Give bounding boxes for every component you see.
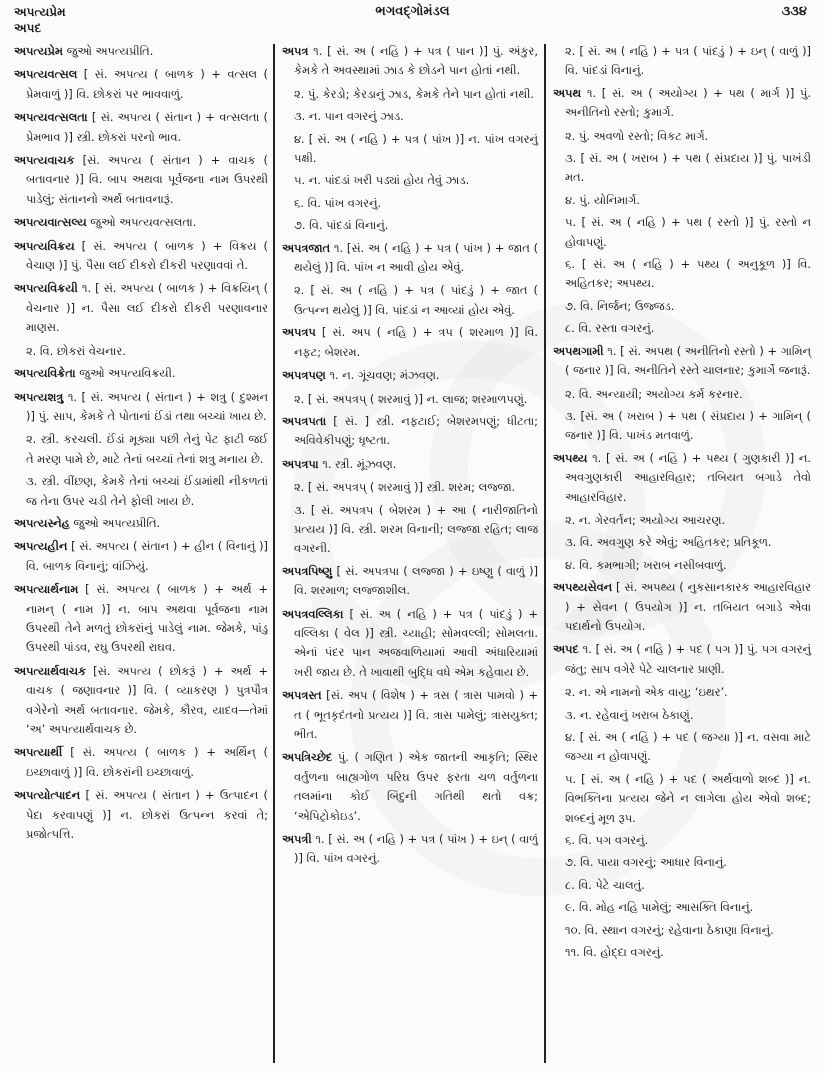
dictionary-entry [282,605,538,683]
dictionary-title: ભગવદ્ગોમંડલ [375,4,450,19]
headword: અપત્યાર્થવાચક [14,663,87,678]
sense-definition: ૨. સ્ત્રી. કરચલી. ઈંડાં મૂક્યા પછી તેનું પેટ ફાટી જઈ તે મરણ પામે છે, માટે તેનાં બચ્ચાં તેનાં શત્રુ મનાય છે. [26,432,268,466]
headword: અપત્યાર્થી [14,745,63,760]
sense-definition: ૮. વિ. રસ્તા વગરનું. [565,321,655,336]
dictionary-entry [282,239,538,278]
definition-text: ૧. [ સં. અપત્ય ( બાળક ) + વિક્રયિન્ ( વેચનાર )] ન. પૈસા લઈ દીકરો દીકરી પરણાવનાર માણસ. [26,281,269,335]
dictionary-entry [14,514,268,533]
headword: અપત્રસ્ત [282,688,322,703]
sense-definition: ૩. [સં. અ ( ખરાબ ) + પથ ( સંપ્રદાય ) + ગામિન્ ( જનાર )] વિ. પાખંડ મતવાળું. [565,408,811,443]
dictionary-entry [282,562,538,601]
dictionary-entry [553,84,811,123]
headword: અપત્યહીન [14,539,68,554]
definition-text: ૧. [સં. અ ( નહિ ) + પત્ર ( પાંખ ) + જાત ( થયેલું )] વિ. પાંખ ન આવી હોય એવું. [294,240,539,275]
headword: અપત્રપિષ્ણુ [282,563,333,578]
sense-definition: ૫. [ સં. અ ( નહિ ) + પથ ( રસ્તો )] પું. રસ્તો ન હોવાપણું. [565,215,811,249]
dictionary-entry [14,743,268,782]
sense-definition: ૩. સ્ત્રી. વીંછણ, કેમકે તેનાં બચ્ચાં ઈંડામાંથી નીકળતાં જ તેના ઉપર ચડી તેને ફોલી ખાય છે. [26,474,268,508]
dictionary-entry [282,686,538,744]
dictionary-entry [14,786,268,844]
page-header [0,0,825,40]
definition-text: ૧. [ સં. અ ( નહિ ) + પત્ર ( પાંખ ) + ઇન્ ( વાળું )] વિ. પાંખ વગરનું. [294,832,538,866]
dictionary-entry [14,580,268,658]
headword: અપત્ર [282,44,309,58]
dictionary-entry [14,213,268,232]
headword: અપત્રપતા [282,413,327,428]
dictionary-entry [282,830,538,869]
column-2 [282,42,538,1073]
headword: અપદ [553,642,579,657]
headword: અપત્યવત્સલ [14,67,78,82]
sense-definition: ૪. [ સં. અ ( નહિ ) + પદ ( જગ્યા )] ન. વસવા માટે જગ્યા ન હોવાપણું. [565,730,811,764]
definition-text: ૧. [ સં. અપથ ( અનીતિનો રસ્તો ) + ગામિન્ ( જનાર )] વિ. અનીતિને રસ્તે ચાલનાર; કુમાર્ગે જનારૂં. [565,343,811,378]
sense-definition: ૮. વિ. પેટે ચાલતું. [565,877,645,892]
dictionary-entry [14,537,268,576]
definition-text: [ સં. અપત્ય ( બાળક ) + અર્થ + નામન્ ( નામ )] ન. બાપ અથવા પૂર્વજના નામ ઉપરથી તેને મળતું છોકરાંનું પાડેલું નામ. જેમકે, પાંડુ ઉપરથી પાંડવ, રઘુ ઉપરથી રાઘવ. [26,582,268,655]
definition-text: [ સં. અપત્ય ( સંતાન ) + વત્સલતા ( પ્રેમભાવ )] સ્ત્રી. છોકરાં પરનો ભાવ. [26,110,269,144]
definition-text: [ સં. અપત્ય ( સંતાન ) + હીન ( વિનાનું )] વિ. બાળક વિનાનું; વાંઝિયું. [26,539,268,573]
headword: અપત્યવાત્સલ્ય [14,215,87,230]
sense-definition: ૨. પું. અવળો રસ્તો; વિકટ માર્ગ. [565,128,709,143]
sense-definition: ૬. વિ. પગ વગરનું. [565,833,649,848]
headword: અપત્યવિક્રય [14,238,75,253]
sense-definition: ૧૧. વિ. હોદ્દા વગરનું. [565,945,664,960]
dictionary-entry [14,237,268,276]
headword: અપત્રપા [282,456,319,471]
sense-definition: ૭. વિ. પાયા વગરનું; આધાર વિનાનું. [565,855,727,870]
dictionary-entry [282,42,538,81]
headword: અપત્રજાત [282,240,331,255]
definition-text: [ સં. અપથ્ય ( નુકસાનકારક આહારવિહાર ) + સેવન ( ઉપયોગ )] ન. તબિયત બગાડે એવા પદાર્થનો ઉપયોગ. [565,580,811,633]
column-3 [553,42,811,1073]
headword: અપત્યવિક્રયી [14,281,78,296]
definition-text: [સં. અપત્ય ( સંતાન ) + વાચક ( બતાવનાર )] વિ. બાપ અથવા પૂર્વજના નામ ઉપરથી પાડેલું; સંતાનનો અર્થ બતાવનારૂં. [26,153,269,206]
sense-definition: ૨. [ સં. અ ( નહિ ) + પત્ર ( પાંદડું ) + ઇન્ ( વાળું )] વિ. પાંદડાં વિનાનું. [565,44,811,78]
definition-text: જુઓ અપત્યપ્રીતિ. [73,515,161,530]
definition-text: ૧. ન. ગૂંચવણ; મંઝવણ. [329,368,440,383]
sense-definition: ૨. [ સં. અપત્રપ્ ( શરમાવું )] સ્ત્રી. શરમ; લજ્જા. [294,480,516,495]
dictionary-entry [282,748,538,826]
dictionary-entry [553,449,811,507]
sense-definition: ૪. પું. યોનિમાર્ગ. [565,192,640,207]
definition-text: [ સં. અપત્ય ( બાળક ) + અર્થિન્ ( ઇચ્છાવાળું )] વિ. છોકરાંની ઇચ્છાવાળું. [26,745,269,779]
headword: અપત્યવિક્રેતા [14,366,76,381]
sense-definition: ૨. ન. ગેરવર્તન; અયોગ્ય આચરણ. [565,512,726,527]
definition-text: જુઓ અપત્યવિક્રયી. [79,366,176,381]
sense-definition: ૩. ન. રહેવાનું ખરાબ ઠેકાણું. [565,707,694,722]
headword: અપત્રવલ્લિકા [282,606,344,621]
definition-text: [ સં. અપ ( નહિ ) + ત્રપ ( શરમાળ )] વિ. નફટ; બેશરમ. [294,325,539,359]
headword: અપથ્યસેવન [553,580,613,595]
dictionary-entry [14,388,268,427]
headword: અપત્યસ્નેહ [14,515,70,530]
sense-definition: ૯. વિ. મોહ નહિ પામેલું; આસક્તિ વિનાનું. [565,900,754,915]
definition-text: ૧. [ સં. અપત્ય ( સંતાન ) + શત્રુ ( દુશ્મન )] પું. સાપ, કેમકે તે પોતાનાં ઈંડાં તથા બચ્ચાં ખાય છે. [26,389,268,423]
sense-definition: ૫. [ સં. અ ( નહિ ) + પદ ( અર્થવાળો શબ્દ )] ન. વિભક્તિના પ્રત્યય જેને ન લાગેલા હોય એવો શબ્દ; શબ્દનું મૂળ રૂપ. [565,771,811,825]
sense-definition: ૭. વિ. પાંદડાં વિનાનું. [294,218,389,233]
definition-text: [ સં. અ ( નહિ ) + પત્ર ( પાંદડું ) + વલ્લિકા ( વેલ )] સ્ત્રી. ચ્યાહી; સોમવલ્લી; સોમલતા. એનાં પંદર પાન અજવાળિયામાં આવી અંધારિયામાં ખરી જાય છે. તે ખાવાથી બુદ્ધિ વધે એમ કહેવાય છે. [294,606,538,679]
dictionary-entry [282,455,538,474]
dictionary-entry [282,366,538,385]
sense-definition: ૩. [ સં. અ ( ખરાબ ) + પથ ( સંપ્રદાય )] પું. પાખંડી મત. [565,151,811,185]
headword: અપત્યોત્પાદન [14,788,81,803]
dictionary-entry [14,364,268,383]
guide-word-last: અપદ [14,21,42,35]
headword: અપથ [553,85,582,100]
page-number: ૩૩૪ [781,4,807,19]
definition-text: [ સં. ] સ્ત્રી. નફટાઈ; બેશરમપણું; ધીટતા; અવિવેકીપણું; ધૃષ્ટતા. [294,413,538,448]
headword: અપત્યવાચક [14,153,75,168]
dictionary-entry [14,279,268,337]
headword: અપથગામી [553,343,604,358]
sense-definition: ૪. વિ. કમભાગી; ખરાબ નસીબવાળું. [565,557,727,572]
sense-definition: ૨. [ સં. અ ( નહિ ) + પત્ર ( પાંદડું ) + જાત ( ઉત્પન્ન થયેલું )] વિ. પાંદડાં ન આવ્યાં હોય એવું. [294,283,538,317]
definition-text: [ સં. અપત્ય ( બાળક ) + વિક્રય ( વેચાણ )] પું. પૈસા લઈ દીકરો દીકરી પરણાવવાં તે. [26,238,269,273]
dictionary-entry [14,151,268,209]
sense-definition: ૩. વિ. અવગુણ કરે એવું; અહિતકર; પ્રતિકૂળ. [565,535,772,550]
definition-text: [સં. અપત્ય ( છોકરૂં ) + અર્થ + વાચક ( જણાવનાર )] વિ. ( વ્યાકરણ ) પુત્રપૌત્ર વગેરેનો અર્થ બતાવનાર. જેમકે, કૌરવ, યાદવ—તેમાં ‘અ’ અપત્યાર્થવાચક છે. [26,663,269,736]
dictionary-entry [553,578,811,636]
definition-text: પું. ( ગણિત ) એક જાતની આકૃતિ; સ્થિર વર્તુળના બાહ્યગોળ પરિઘ ઉપર ફરતા ચળ વર્તુળના તલમાંના કોઈ બિંદુની ગતિથી થતો વક્ર; ‘એપિટ્રોકોઇડ’. [294,750,539,823]
dictionary-entry [553,640,811,679]
headword: અપત્યશત્રુ [14,389,64,404]
definition-text: ૧. સ્ત્રી. મૂંઝવણ. [322,456,397,471]
headword: અપત્યવત્સલતા [14,110,88,125]
headword: અપથ્ય [553,450,588,465]
headword: અપત્યપ્રેમ [14,44,63,58]
definition-text: જુઓ અપત્યવત્સલતા. [90,215,197,230]
dictionary-entry [282,323,538,362]
headword: અપત્રપણ [282,368,326,383]
sense-definition: ૧૦. વિ. સ્થાન વગરનું; રહેવાના ઠેકાણા વિનાનું. [565,922,774,937]
dictionary-entry [14,108,268,147]
headword: અપત્રપ [282,325,316,340]
column-divider [544,44,546,1063]
definition-text: ૧. [ સં. અ ( નહિ ) + પથ્ય ( ગુણકારી )] ન. અવગુણકારી આહારવિહાર; તબિયત બગાડે તેવો આહારવિહાર. [565,450,812,504]
definition-text: [ સં. અપત્રપા ( લજ્જા ) + ઇષ્ણુ ( વાળું )] વિ. શરમાળ; લજ્જાશીલ. [294,563,539,598]
sense-definition: ૬. વિ. પાંખ વગરનું. [294,195,382,210]
guide-word-first: અપત્યપ્રેમ [14,5,66,19]
sense-definition: ૨. [ સં. અપત્રપ્ ( શરમાવું )] ન. લાજ; શરમાળપણું. [294,391,528,406]
dictionary-entry [14,65,268,104]
definition-text: [સં. અપ ( વિશેષ ) + ત્રસ ( ત્રાસ પામવો ) + ત ( ભૂતકૃદંતનો પ્રત્યય )] વિ. ત્રાસ પામેલું; ત્રાસયુક્ત; ભીત. [294,688,539,741]
headword: અપત્યાર્થનામ [14,582,79,597]
sense-definition: ૩. ન. પાન વગરનું ઝાડ. [294,109,404,124]
definition-text: ૧. [ સં. અ ( નહિ ) + પત્ર ( પાન )] પું. અંકુર, કેમકે તે અવસ્થામાં ઝાડ કે છોડને પાન હોતાં નથી. [294,44,538,78]
definition-text: ૧. [ સં. અ ( નહિ ) + પદ ( પગ )] પું. પગ વગરનું જંતુ; સાપ વગેરે પેટે ચાલનાર પ્રાણી. [565,642,811,676]
sense-definition: ૬. [ સં. અ ( નહિ ) + પથ્ય ( અનુકૂળ )] વિ. અહિતકર; અપથ્ય. [565,257,811,291]
dictionary-entry [282,412,538,451]
sense-definition: ૨. વિ. અન્યાયી; અયોગ્ય કર્મ કરનાર. [565,386,743,401]
sense-definition: ૨. વિ. છોકરાં વેચનાર. [26,343,126,358]
column-divider [273,44,275,1063]
sense-definition: ૭. વિ. નિર્જન; ઉજ્જડ. [565,298,675,313]
definition-text: [ સં. અપત્ય ( સંતાન ) + ઉત્પાદન ( પેદા કરવાપણું )] ન. છોકરાં ઉત્પન્ન કરવાં તે; પ્રજોત્પત્તિ. [26,788,268,842]
sense-definition: ૨. પું. કેરડો; કેરડાનું ઝાડ, કેમકે તેને પાન હોતાં નથી. [294,86,534,101]
column-1 [14,42,268,1073]
dictionary-entry [14,42,268,61]
sense-definition: ૩. [ સં. અપત્રપ ( બેશરમ ) + આ ( નારીજાતિનો પ્રત્યય )] વિ. સ્ત્રી. શરમ વિનાની; લજ્જા રહિત; લાજ વગરની. [294,502,538,556]
dictionary-columns [0,42,825,1073]
definition-text: ૧. [ સં. અ ( અયોગ્ય ) + પથ ( માર્ગ )] પું. અનીતિનો રસ્તો; કુમાર્ગ. [565,85,811,120]
sense-definition: ૫. ન. પાંદડાં ખરી પડ્યાં હોય તેવું ઝાડ. [294,173,470,188]
dictionary-entry [553,342,811,381]
dictionary-entry [14,662,268,740]
headword: અપત્રિચ્છેદ [282,750,333,765]
headword: અપત્રી [282,832,312,847]
sense-definition: ૪. [ સં. અ ( નહિ ) + પત્ર ( પાંખ )] ન. પાંખ વગરનું પક્ષી. [294,131,538,166]
definition-text: [ સં. અપત્ય ( બાળક ) + વત્સલ ( પ્રેમવાળું )] વિ. છોકરાં પર ભાવવાળું. [26,67,268,101]
definition-text: જુઓ અપત્યપ્રીતિ. [66,44,154,58]
sense-definition: ૨. ન. એ નામનો એક વાયુ; ‘ઇથર’. [565,685,728,700]
